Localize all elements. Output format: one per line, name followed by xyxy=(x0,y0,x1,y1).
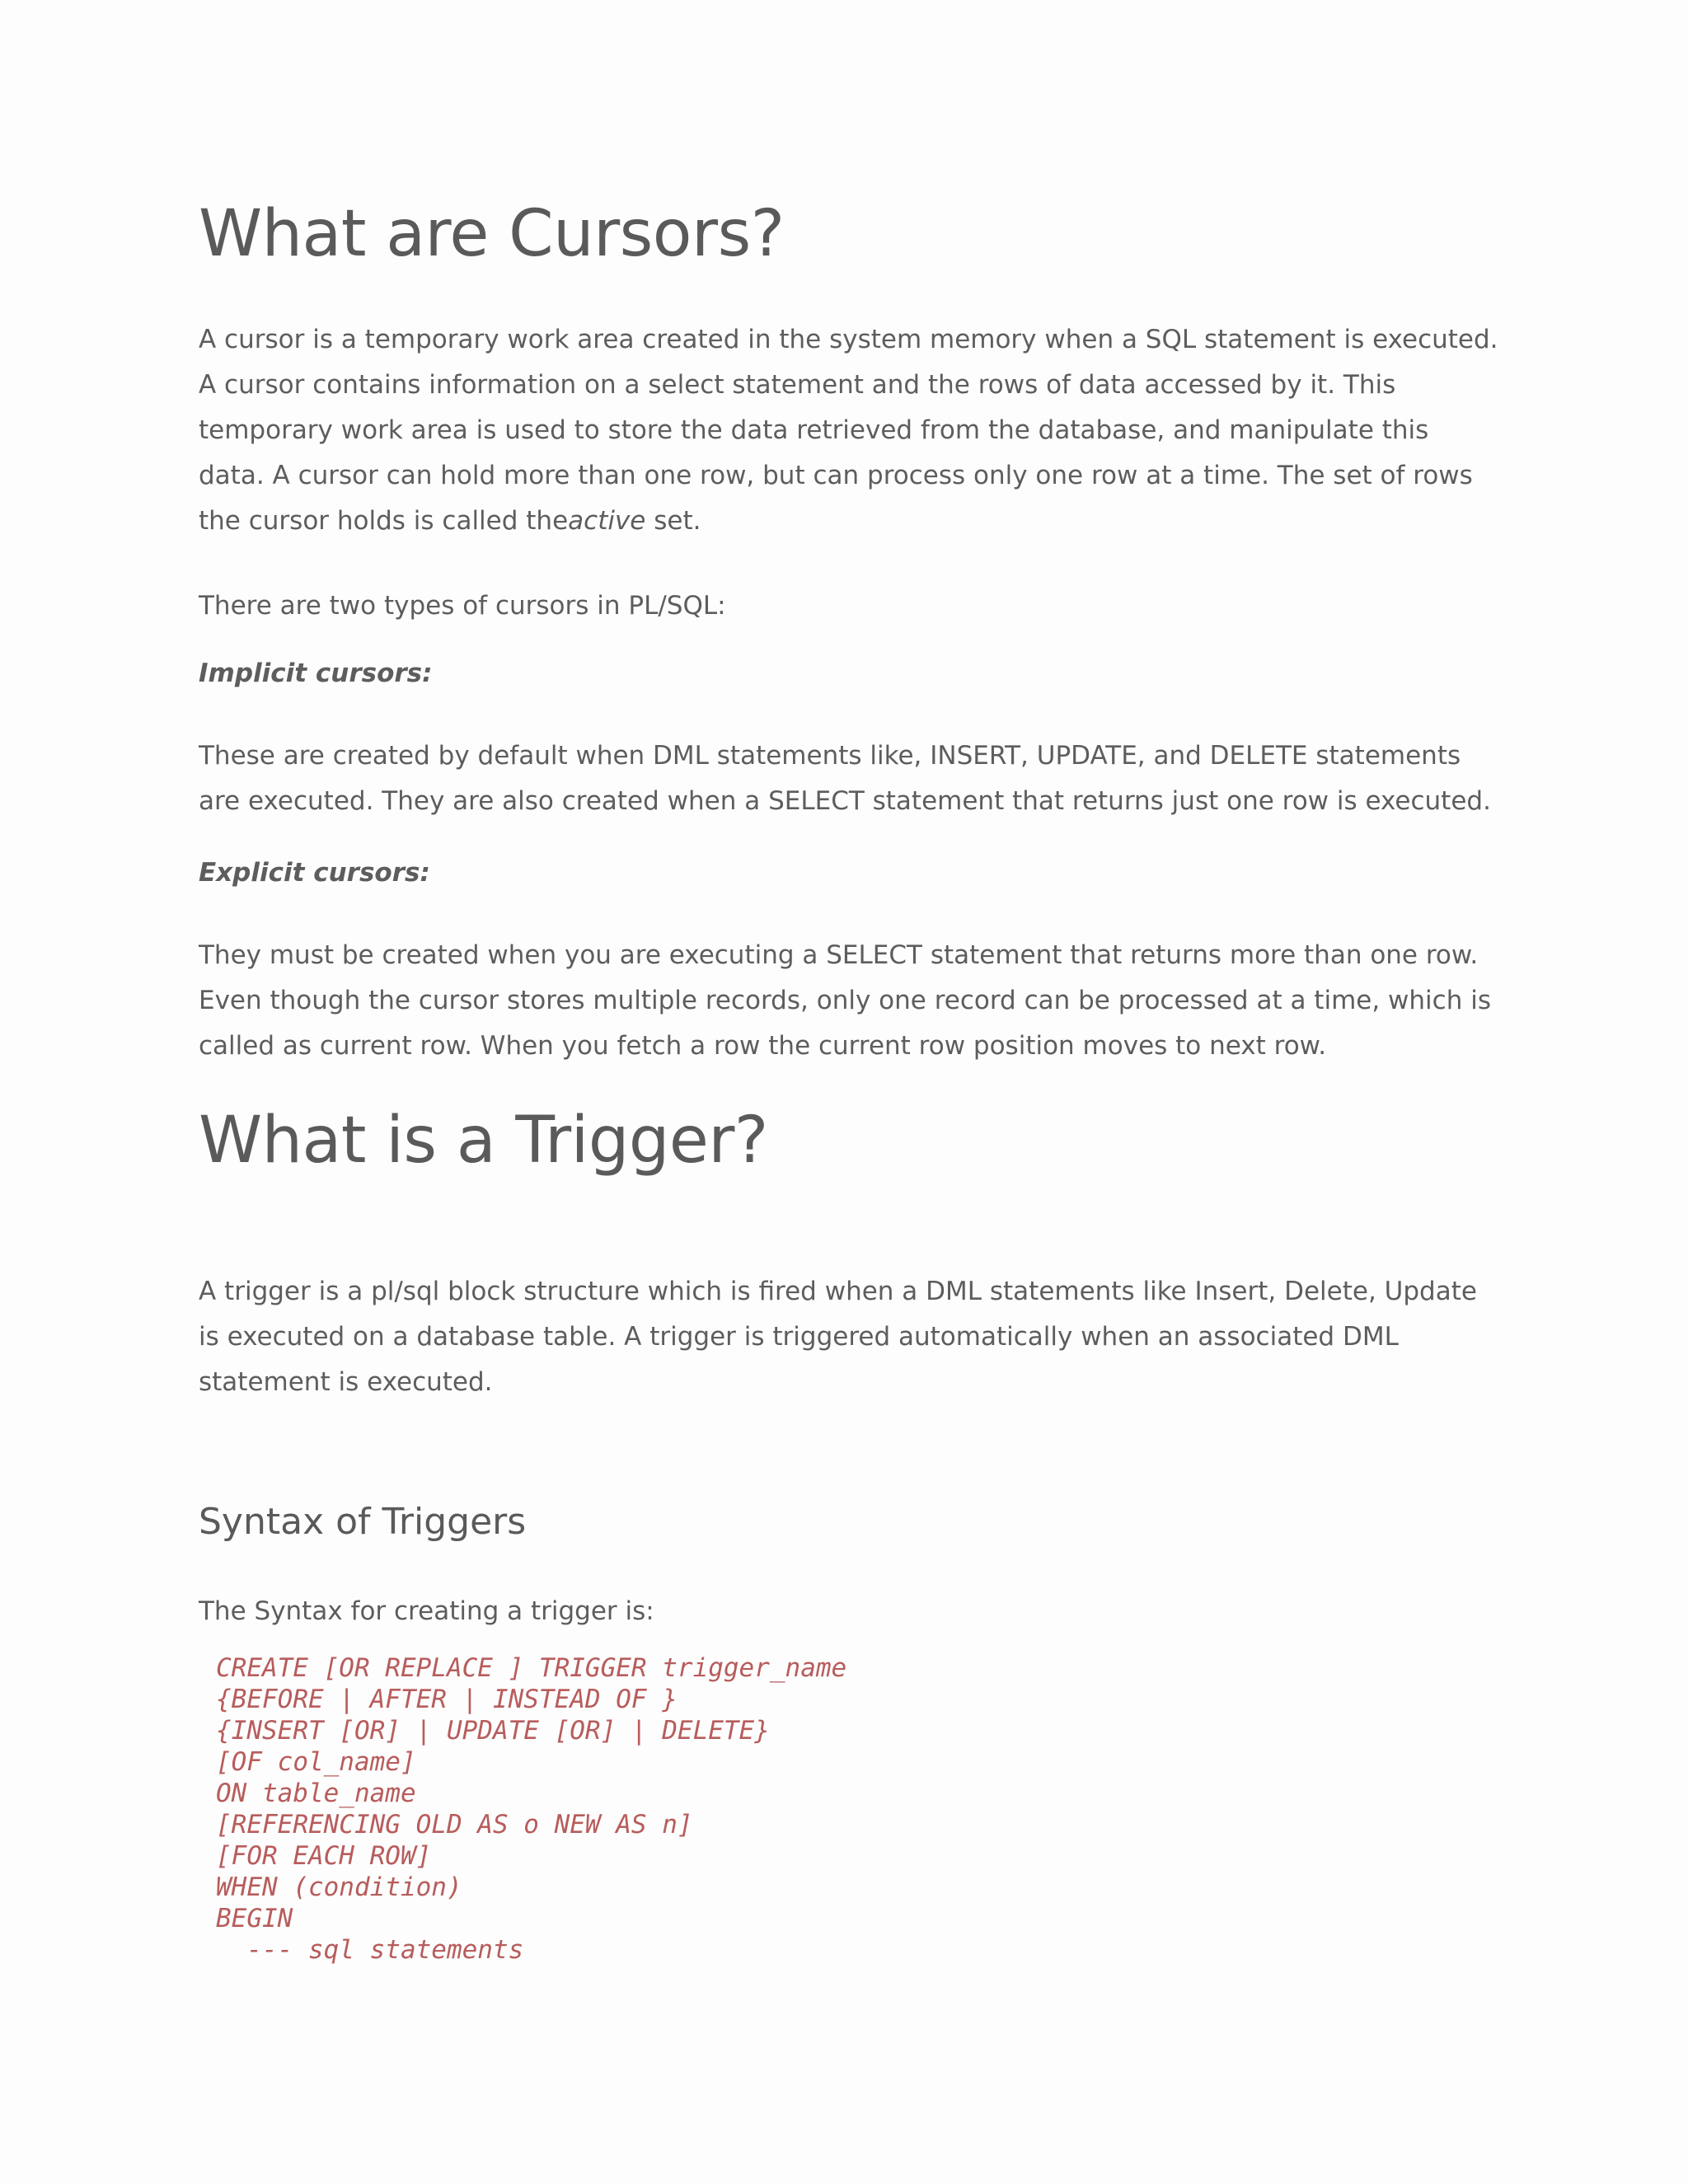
code-line: CREATE [OR REPLACE ] TRIGGER trigger_name xyxy=(216,1653,847,1683)
cursors-intro-paragraph xyxy=(199,317,1501,544)
implicit-cursors-heading: Implicit cursors: xyxy=(199,658,433,688)
trigger-intro: A trigger is a pl/sql block structure which is fired when a DML statements like Insert, Delete, Update is executed on a database table. A trigger is triggered automatically when an associated DML statement is executed. xyxy=(199,1277,1477,1397)
trigger-title: What is a Trigger? xyxy=(199,1104,768,1178)
cursors-intro-emphasis: active xyxy=(568,506,646,536)
trigger-syntax-heading: Syntax of Triggers xyxy=(199,1501,527,1543)
explicit-cursors-text: They must be created when you are executing a SELECT statement that returns more than one row. Even though the cursor stores multiple records, only one record can be processed at a time, which is called as current row. When you fetch a row the current row position moves to next row. xyxy=(199,940,1491,1061)
cursors-intro-tail: set. xyxy=(645,506,701,536)
code-line: BEGIN xyxy=(216,1904,293,1933)
cursor-types-intro: There are two types of cursors in PL/SQL: xyxy=(199,591,726,621)
trigger-syntax-intro: The Syntax for creating a trigger is: xyxy=(199,1596,654,1626)
code-line: [REFERENCING OLD AS o NEW AS n] xyxy=(216,1810,693,1840)
explicit-cursors-heading: Explicit cursors: xyxy=(199,858,430,888)
trigger-syntax-code-block xyxy=(216,1652,846,1966)
implicit-cursors-text: These are created by default when DML statements like, INSERT, UPDATE, and DELETE statements are executed. They are also created when a SELECT statement that returns just one row is executed. xyxy=(199,741,1491,816)
code-line: {BEFORE | AFTER | INSTEAD OF } xyxy=(216,1685,678,1714)
cursors-title: What are Cursors? xyxy=(199,197,785,271)
code-line: [OF col_name] xyxy=(216,1747,416,1777)
code-line: {INSERT [OR] | UPDATE [OR] | DELETE} xyxy=(216,1716,770,1746)
cursors-intro-text: A cursor is a temporary work area created in the system memory when a SQL statement is executed. A cursor contains information on a select statement and the rows of data accessed by it. This temporary work area is used to store the data retrieved from the database, and manipulate this data. A cursor can hold more than one row, but can process only one row at a time. The set of rows the cursor holds is called the xyxy=(199,325,1498,536)
code-line: ON table_name xyxy=(216,1779,416,1808)
code-line: WHEN (condition) xyxy=(216,1872,462,1902)
code-line: [FOR EACH ROW] xyxy=(216,1841,432,1871)
code-line: --- sql statements xyxy=(216,1935,524,1965)
